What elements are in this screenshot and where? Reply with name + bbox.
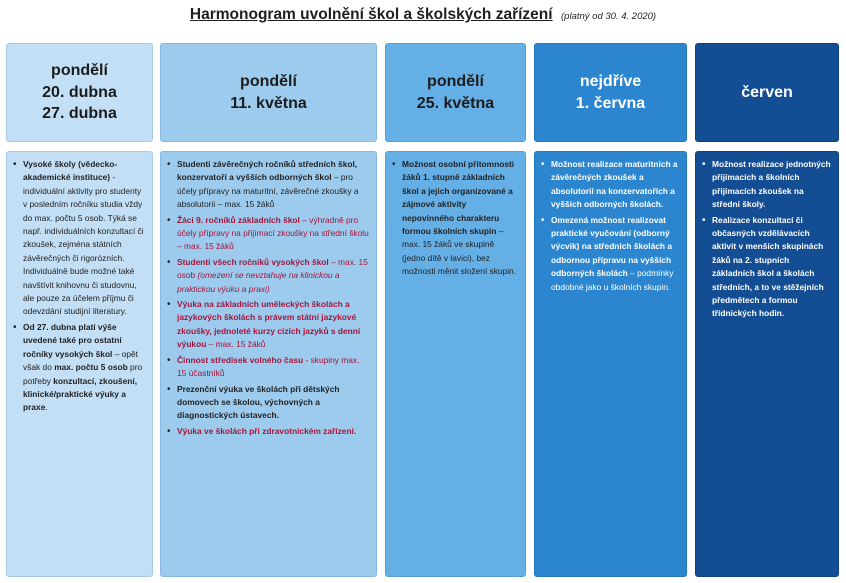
item-text: – opět však do xyxy=(23,348,139,373)
header-line: pondělí xyxy=(240,72,297,90)
header-line: 27. dubna xyxy=(42,105,117,123)
item-text: Realizace konzultací či občasných vzdělávacích aktivit v menších skupinách žáků na 2. stupních základních škol a školách středních, a to ve stěžejních předmětech a formou třídnických hodin. xyxy=(712,214,824,319)
list-item xyxy=(167,256,370,296)
item-text: . xyxy=(45,402,48,413)
list-item xyxy=(167,214,370,254)
header-line: červen xyxy=(741,83,793,101)
item-text: Možnost osobní přítomnosti žáků 1. stupně základních škol a jejich organizované a zájmové aktivity nepovinného charakteru formou školních skupin xyxy=(402,159,515,237)
item-text: Prezenční výuka ve školách při dětských domovech se školou, výchovných a diagnostických ústavech. xyxy=(177,383,340,421)
item-text: Žáci 9. ročníků základních škol xyxy=(177,214,300,225)
item-text: – výhradně pro účely přípravy na přijímací zkoušky na střední školu – max. 15 žáků xyxy=(177,214,369,252)
list-item xyxy=(541,158,680,212)
item-text: Studenti všech ročníků vysokých škol xyxy=(177,256,329,267)
column-body xyxy=(695,151,839,577)
list-item xyxy=(167,298,370,352)
item-text: Výuka na základních uměleckých školách a jazykových školách s právem státní jazykové zkoušky, jednoleté kurzy cizích jazyků s denní výukou xyxy=(177,299,361,350)
list-item xyxy=(167,425,370,438)
item-text: Studenti závěrečných ročníků středních škol, konzervatoří a vyšších odborných škol xyxy=(177,159,358,183)
item-list xyxy=(535,152,686,294)
list-item xyxy=(167,354,370,381)
item-list xyxy=(696,152,838,321)
list-item xyxy=(167,383,370,423)
item-text: - individuální aktivity pro studenty v posledním ročníku studia vždy do max. počtu 5 osob. Týká se např. individuálních konzultací či zkoušek, zejména státních závěrečných či rigorózních. Individuálně bude možné také navštívit knihovnu či studovnu, ale pouze za účelem příjmu či odevzdání studijní literatury. xyxy=(23,172,144,317)
column-header xyxy=(695,43,839,142)
list-item xyxy=(13,158,146,319)
header-line: nejdříve xyxy=(579,72,642,90)
item-text: - skupiny max. 15 účastníků xyxy=(177,354,360,379)
header-line: 11. května xyxy=(230,94,307,112)
item-text: – podmínky obdobné jako u školních skupin. xyxy=(551,268,674,292)
item-text: Od 27. dubna platí výše uvedené také pro ostatní ročníky vysokých škol xyxy=(23,321,122,359)
column-header xyxy=(6,43,153,142)
item-text: Vysoké školy (vědecko-akademické instituce) xyxy=(23,159,118,183)
item-text: konzultací, zkoušení, klinické/praktické výuky a praxe xyxy=(23,375,138,413)
item-text: Možnost realizace maturitních a závěrečných zkoušek a absolutorií na konzervatořích a vyšších odborných školách. xyxy=(551,159,678,210)
item-list xyxy=(7,152,152,415)
list-item xyxy=(702,158,832,212)
item-text: (omezení se nevztahuje na klinickou a praktickou výuku a praxi) xyxy=(177,270,340,294)
header-line: pondělí xyxy=(51,62,108,80)
item-list xyxy=(386,152,525,279)
item-text: pro potřeby xyxy=(23,362,143,386)
header-line: pondělí xyxy=(427,72,484,90)
item-text: Omezená možnost realizovat praktické vyučování (odborný výcvik) na středních školách a odbornou přípravu na vyšších odborných školách xyxy=(551,214,673,279)
page-title: Harmonogram uvolnění škol a školských zařízení xyxy=(189,6,553,23)
item-text: Činnost středisek volného času xyxy=(177,354,304,365)
list-item xyxy=(392,158,519,279)
list-item xyxy=(13,321,146,415)
item-text: Výuka ve školách při zdravotnickém zařízení. xyxy=(177,425,357,436)
column-header xyxy=(385,43,526,142)
list-item xyxy=(167,158,370,212)
item-text: – max. 15 žáků xyxy=(206,339,266,350)
item-text: – max. 15 žáků ve skupině (jedno dítě v lavici), bez možnosti měnit složení skupin. xyxy=(402,226,517,277)
item-text: max. počtu 5 osob xyxy=(54,362,128,373)
column-header xyxy=(534,43,687,142)
item-text: – max. 15 osob xyxy=(177,256,368,281)
item-text: Možnost realizace jednotných přijímacích a školních přijímacích zkoušek na střední školy. xyxy=(712,159,831,210)
header-line: 20. dubna xyxy=(42,83,117,101)
column-body xyxy=(534,151,687,577)
header-line: 1. června xyxy=(575,94,646,112)
header-line: 25. května xyxy=(416,94,495,112)
page-subtitle: (platný od 30. 4. 2020) xyxy=(561,11,657,22)
column-body xyxy=(6,151,153,577)
column-body xyxy=(160,151,377,577)
list-item xyxy=(702,214,832,321)
page-title-row xyxy=(0,6,846,24)
item-list xyxy=(161,152,376,438)
column-header xyxy=(160,43,377,142)
item-text: – pro účely přípravy na maturitní, závěrečné zkoušky a absolutorii – max. 15 žáků xyxy=(177,172,359,210)
list-item xyxy=(541,214,680,294)
column-body xyxy=(385,151,526,577)
